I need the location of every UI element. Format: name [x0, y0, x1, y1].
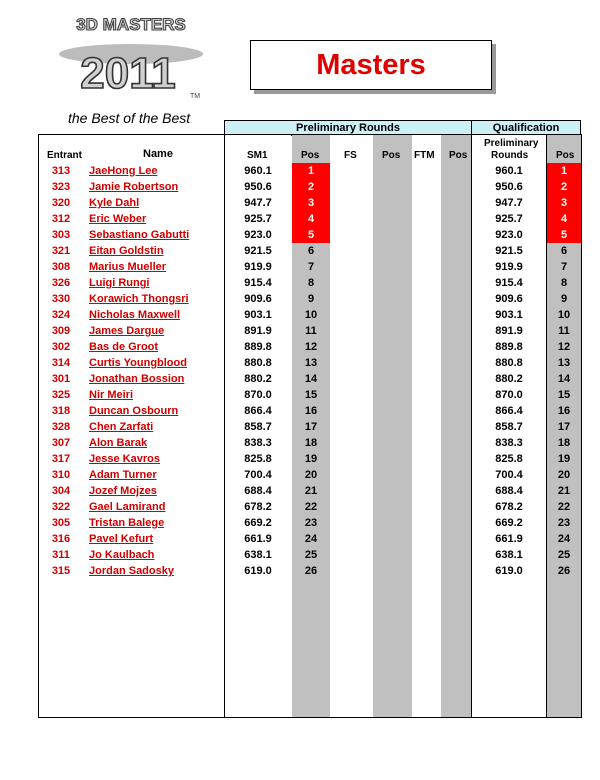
qual-position: 16	[557, 405, 571, 417]
table-row	[39, 323, 581, 339]
table-row	[39, 275, 581, 291]
table-row	[39, 483, 581, 499]
header-ftm: FTM	[414, 150, 435, 161]
qual-position: 1	[547, 163, 581, 179]
qual-position: 5	[547, 227, 581, 243]
header-fs-pos: Pos	[382, 150, 401, 161]
entrant-number: 328	[51, 421, 71, 433]
entrant-number: 314	[51, 357, 71, 369]
sm1-score: 638.1	[244, 549, 272, 561]
sm1-score: 688.4	[244, 485, 272, 497]
entrant-number: 302	[51, 341, 71, 353]
table-row	[39, 259, 581, 275]
entrant-name-link[interactable]: Curtis Youngblood	[89, 357, 187, 369]
table-row	[39, 163, 581, 179]
table-row	[39, 195, 581, 211]
qual-position: 20	[557, 469, 571, 481]
sm1-score: 661.9	[244, 533, 272, 545]
prelim-score: 891.9	[495, 325, 523, 337]
logo-tm: TM	[190, 93, 201, 100]
sm1-position: 9	[307, 293, 315, 305]
entrant-number: 326	[51, 277, 71, 289]
entrant-number: 324	[51, 309, 71, 321]
table-row	[39, 291, 581, 307]
sm1-position: 14	[304, 373, 318, 385]
entrant-name-link[interactable]: Jozef Mojzes	[89, 485, 157, 497]
sm1-position: 12	[304, 341, 318, 353]
entrant-name-link[interactable]: Kyle Dahl	[89, 197, 140, 209]
header-ftm-pos: Pos	[449, 150, 468, 161]
table-row	[39, 531, 581, 547]
qual-position: 19	[557, 453, 571, 465]
entrant-number: 321	[51, 245, 71, 257]
sm1-score: 950.6	[244, 181, 272, 193]
sm1-position: 6	[307, 245, 315, 257]
prelim-score: 950.6	[495, 181, 523, 193]
sm1-position: 25	[304, 549, 318, 561]
entrant-number: 330	[51, 293, 71, 305]
prelim-score: 638.1	[495, 549, 523, 561]
entrant-name-link[interactable]: Tristan Balege	[89, 517, 165, 529]
sm1-position: 18	[304, 437, 318, 449]
prelim-score: 903.1	[495, 309, 523, 321]
sm1-score: 880.8	[244, 357, 272, 369]
entrant-name-link[interactable]: Adam Turner	[89, 469, 157, 481]
entrant-name-link[interactable]: Duncan Osbourn	[89, 405, 179, 417]
table-row	[39, 403, 581, 419]
qual-position: 26	[557, 565, 571, 577]
sm1-score: 700.4	[244, 469, 272, 481]
prelim-score: 838.3	[495, 437, 523, 449]
header-name: Name	[143, 148, 173, 160]
sm1-score: 678.2	[244, 501, 272, 513]
prelim-score: 909.6	[495, 293, 523, 305]
entrant-name-link[interactable]: Jonathan Bossion	[89, 373, 185, 385]
results-table	[38, 134, 582, 718]
entrant-number: 301	[51, 373, 71, 385]
sm1-position: 19	[304, 453, 318, 465]
sm1-score: 960.1	[244, 165, 272, 177]
entrant-name-link[interactable]: Jordan Sadosky	[89, 565, 174, 577]
qual-position: 23	[557, 517, 571, 529]
entrant-number: 322	[51, 501, 71, 513]
entrant-number: 317	[51, 453, 71, 465]
sm1-score: 891.9	[244, 325, 272, 337]
header-prelim-line2: Rounds	[491, 150, 529, 161]
entrant-name-link[interactable]: Nicholas Maxwell	[89, 309, 181, 321]
header-prelim-line1: Preliminary	[484, 138, 539, 149]
qual-position: 4	[547, 211, 581, 227]
prelim-score: 880.8	[495, 357, 523, 369]
sm1-position: 2	[292, 179, 330, 195]
page-title: Masters	[316, 48, 426, 81]
prelim-score: 825.8	[495, 453, 523, 465]
entrant-number: 320	[51, 197, 71, 209]
qual-position: 8	[560, 277, 568, 289]
entrant-name-link[interactable]: Eric Weber	[89, 213, 147, 225]
entrant-number: 303	[51, 229, 71, 241]
prelim-score: 889.8	[495, 341, 523, 353]
qual-position: 9	[560, 293, 568, 305]
qual-position: 6	[560, 245, 568, 257]
prelim-score: 858.7	[495, 421, 523, 433]
entrant-number: 312	[51, 213, 71, 225]
prelim-score: 870.0	[495, 389, 523, 401]
entrant-number: 323	[51, 181, 71, 193]
prelim-score: 669.2	[495, 517, 523, 529]
entrant-name-link[interactable]: Korawich Thongsri	[89, 293, 189, 305]
sm1-position: 22	[304, 501, 318, 513]
table-row	[39, 307, 581, 323]
entrant-name-link[interactable]: Jo Kaulbach	[89, 549, 155, 561]
table-row	[39, 467, 581, 483]
sm1-position: 24	[304, 533, 318, 545]
table-row	[39, 227, 581, 243]
sm1-position: 8	[307, 277, 315, 289]
sm1-score: 619.0	[244, 565, 272, 577]
sm1-position: 7	[307, 261, 315, 273]
entrant-number: 310	[51, 469, 71, 481]
sm1-score: 915.4	[244, 277, 272, 289]
sm1-score: 903.1	[244, 309, 272, 321]
entrant-number: 316	[51, 533, 71, 545]
header-pos: Pos	[301, 150, 320, 161]
sm1-position: 3	[292, 195, 330, 211]
sm1-score: 923.0	[244, 229, 272, 241]
qual-position: 17	[557, 421, 571, 433]
entrant-number: 309	[51, 325, 71, 337]
entrant-number: 304	[51, 485, 71, 497]
sm1-score: 909.6	[244, 293, 272, 305]
sm1-position: 16	[304, 405, 318, 417]
entrant-number: 325	[51, 389, 71, 401]
prelim-score: 925.7	[495, 213, 523, 225]
entrant-number: 315	[51, 565, 71, 577]
sm1-score: 925.7	[244, 213, 272, 225]
sm1-position: 13	[304, 357, 318, 369]
prelim-score: 947.7	[495, 197, 523, 209]
entrant-number: 308	[51, 261, 71, 273]
qual-position: 3	[547, 195, 581, 211]
sm1-position: 5	[292, 227, 330, 243]
qual-position: 21	[557, 485, 571, 497]
sm1-score: 866.4	[244, 405, 272, 417]
qual-position: 11	[558, 325, 570, 337]
sm1-position: 11	[305, 325, 317, 337]
table-row	[39, 563, 581, 579]
sm1-position: 20	[304, 469, 318, 481]
qual-position: 25	[557, 549, 571, 561]
title-box	[250, 40, 492, 90]
logo-line2: 2011	[80, 49, 176, 98]
sm1-position: 26	[304, 565, 318, 577]
entrant-name-link[interactable]: Chen Zarfati	[89, 421, 154, 433]
entrant-number: 307	[51, 437, 71, 449]
prelim-score: 619.0	[495, 565, 523, 577]
table-row	[39, 243, 581, 259]
table-row	[39, 499, 581, 515]
entrant-number: 313	[51, 165, 71, 177]
entrant-name-link[interactable]: Luigi Rungi	[89, 277, 150, 289]
prelim-score: 678.2	[495, 501, 523, 513]
prelim-score: 915.4	[495, 277, 523, 289]
entrant-name-link[interactable]: Marius Mueller	[89, 261, 167, 273]
entrant-name-link[interactable]: Bas de Groot	[89, 341, 159, 353]
sm1-score: 880.2	[244, 373, 272, 385]
entrant-name-link[interactable]: Alon Barak	[89, 437, 148, 449]
group-header-preliminary: Preliminary Rounds	[224, 120, 472, 136]
entrant-name-link[interactable]: JaeHong Lee	[89, 165, 158, 177]
qual-position: 2	[547, 179, 581, 195]
table-row	[39, 179, 581, 195]
group-header-qualification: Qualification	[471, 120, 581, 136]
entrant-name-link[interactable]: Gael Lamirand	[89, 501, 166, 513]
header-sm1: SM1	[247, 150, 268, 161]
table-row	[39, 435, 581, 451]
table-row	[39, 547, 581, 563]
entrant-number: 305	[51, 517, 71, 529]
table-row	[39, 355, 581, 371]
qual-position: 24	[557, 533, 571, 545]
prelim-score: 923.0	[495, 229, 523, 241]
qual-position: 7	[560, 261, 568, 273]
sm1-position: 10	[304, 309, 318, 321]
qual-position: 14	[557, 373, 571, 385]
entrant-name-link[interactable]: Pavel Kefurt	[89, 533, 154, 545]
sm1-position: 15	[304, 389, 318, 401]
header-entrant: Entrant	[47, 150, 82, 161]
entrant-number: 311	[52, 549, 70, 561]
prelim-score: 921.5	[495, 245, 523, 257]
entrant-name-link[interactable]: Sebastiano Gabutti	[89, 229, 190, 241]
header-fs: FS	[344, 150, 357, 161]
table-row	[39, 515, 581, 531]
sm1-position: 21	[304, 485, 318, 497]
sm1-score: 947.7	[244, 197, 272, 209]
sm1-score: 825.8	[244, 453, 272, 465]
qual-position: 18	[557, 437, 571, 449]
table-row	[39, 339, 581, 355]
prelim-score: 866.4	[495, 405, 523, 417]
logo-line1: 3D MASTERS	[76, 15, 186, 34]
entrant-name-link[interactable]: Jesse Kavros	[89, 453, 160, 465]
qual-position: 13	[557, 357, 571, 369]
qual-position: 15	[557, 389, 571, 401]
sm1-position: 1	[292, 163, 330, 179]
sm1-position: 4	[292, 211, 330, 227]
table-row	[39, 419, 581, 435]
entrant-name-link[interactable]: James Dargue	[89, 325, 165, 337]
sm1-score: 919.9	[244, 261, 272, 273]
logo	[56, 8, 206, 100]
entrant-name-link[interactable]: Eitan Goldstin	[89, 245, 164, 257]
sm1-score: 669.2	[244, 517, 272, 529]
table-row	[39, 451, 581, 467]
sm1-score: 870.0	[244, 389, 272, 401]
qual-position: 12	[557, 341, 571, 353]
table-row	[39, 211, 581, 227]
qual-position: 10	[557, 309, 571, 321]
table-row	[39, 387, 581, 403]
sm1-score: 838.3	[244, 437, 272, 449]
qual-position: 22	[557, 501, 571, 513]
sm1-score: 889.8	[244, 341, 272, 353]
header-qual-pos: Pos	[556, 150, 575, 161]
prelim-score: 960.1	[495, 165, 523, 177]
prelim-score: 919.9	[495, 261, 523, 273]
prelim-score: 880.2	[495, 373, 523, 385]
sm1-position: 23	[304, 517, 318, 529]
table-row	[39, 371, 581, 387]
sm1-score: 858.7	[244, 421, 272, 433]
prelim-score: 700.4	[495, 469, 523, 481]
sm1-position: 17	[304, 421, 318, 433]
prelim-score: 688.4	[495, 485, 523, 497]
entrant-name-link[interactable]: Nir Meiri	[89, 389, 134, 401]
tagline: the Best of the Best	[68, 110, 191, 126]
prelim-score: 661.9	[495, 533, 523, 545]
entrant-name-link[interactable]: Jamie Robertson	[89, 181, 179, 193]
sm1-score: 921.5	[244, 245, 272, 257]
entrant-number: 318	[51, 405, 71, 417]
